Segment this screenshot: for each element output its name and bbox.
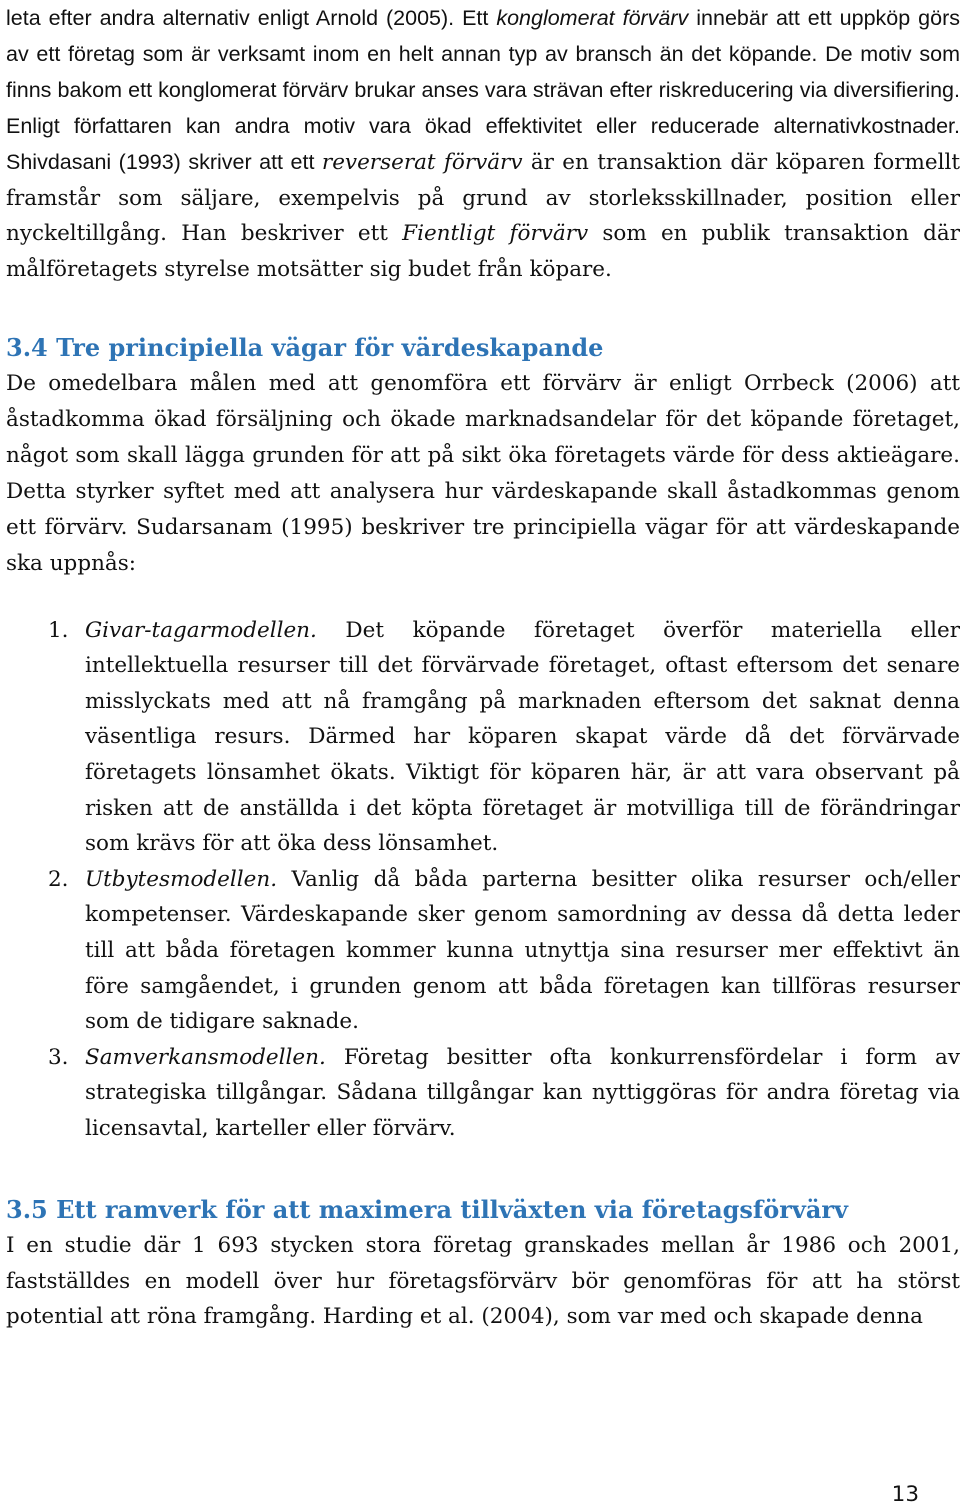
term-reverserat-forvarv: reverserat förvärv [321,149,523,175]
term-konglomerat-forvarv: konglomerat förvärv [496,6,689,30]
list-item [6,613,960,862]
list-item-title: Samverkansmodellen. [85,1044,326,1070]
list-number: 2. [48,866,69,892]
list-item-text: Det köpande företaget överför materiella eller intellektuella resurser till det förvärvade företaget, oftast eftersom det senare misslyckats med att nå framgång på marknaden eftersom det saknat denna väsentliga resurs. Därmed har köparen skapat värde då det förvärvade företagets lönsamhet ökats. Viktigt för köparen här, är att vara observant på risken att de anställda i det köpta företaget är motvilliga till de förändringar som krävs för att öka dess lönsamhet. [85,617,960,857]
list-item-title: Givar-tagarmodellen. [85,617,317,643]
paragraph-text: som en publik transaktion där målföretagets styrelse motsätter sig budet från köpare. [6,221,960,283]
term-fientligt-forvarv: Fientligt förvärv [402,221,589,247]
list-item-title: Utbytesmodellen. [85,866,278,892]
section-heading-3-4: 3.4 Tre principiella vägar för värdeskapande [6,333,604,363]
body-paragraph [6,1,960,288]
section-heading-3-5: 3.5 Ett ramverk för att maximera tillväxten via företagsförvärv [6,1194,848,1224]
list-item [6,862,960,1040]
value-creation-list [6,613,960,1147]
list-number: 3. [48,1044,69,1070]
paragraph-text: leta efter andra alternativ enligt Arnold (2005). Ett [6,6,497,30]
list-item [6,1040,960,1147]
paragraph-text: är en transaktion där köparen formellt framstår som säljare, exempelvis på grund av storleksskillnader, position eller nyckeltillgång. Han beskriver ett [6,149,960,247]
page-number: 13 [891,1482,919,1507]
list-item-text: Företag besitter ofta konkurrensfördelar i form av strategiska tillgångar. Sådana tillgångar kan nyttiggöras för andra företag via licensavtal, karteller eller förvärv. [85,1044,960,1141]
section-3-5-intro: I en studie där 1 693 stycken stora företag granskades mellan år 1986 och 2001, fastställdes en modell över hur företagsförvärv bör genomföras för att ha störst potential att röna framgång. Harding et al. (2004), som var med och skapade denna [6,1232,960,1330]
list-item-text: Vanlig då båda parterna besitter olika resurser och/eller kompetenser. Värdeskapande sker genom samordning av dessa då detta leder till att båda företagen kommer kunna utnyttja sina resurser mer effektivt än före samgåendet, i grunden genom att båda företagen kan tillföras resurser som de tidigare saknade. [85,866,960,1035]
document-page [6,0,960,1335]
list-number: 1. [48,617,69,643]
paragraph-text: innebär att ett uppköp görs av ett företag som är verksamt inom en helt annan typ av bransch än det köpande. De motiv som finns bakom ett konglomerat förvärv brukar anses vara strävan efter riskreducering via diversifiering. Enligt författaren kan andra motiv vara ökad effektivitet eller reducerade alternativkostnader. Shivdasani (1993) skriver att ett [6,6,960,174]
section-3-4-intro: De omedelbara målen med att genomföra ett förvärv är enligt Orrbeck (2006) att åstadkomma ökad försäljning och ökade marknadsandelar för det köpande företaget, något som skall lägga grunden för att på sikt öka företagets värde för dess aktieägare. Detta styrker syftet med att analysera hur värdeskapande skall åstadkommas genom ett förvärv. Sudarsanam (1995) beskriver tre principiella vägar för att värdeskapande ska uppnås: [6,371,960,576]
